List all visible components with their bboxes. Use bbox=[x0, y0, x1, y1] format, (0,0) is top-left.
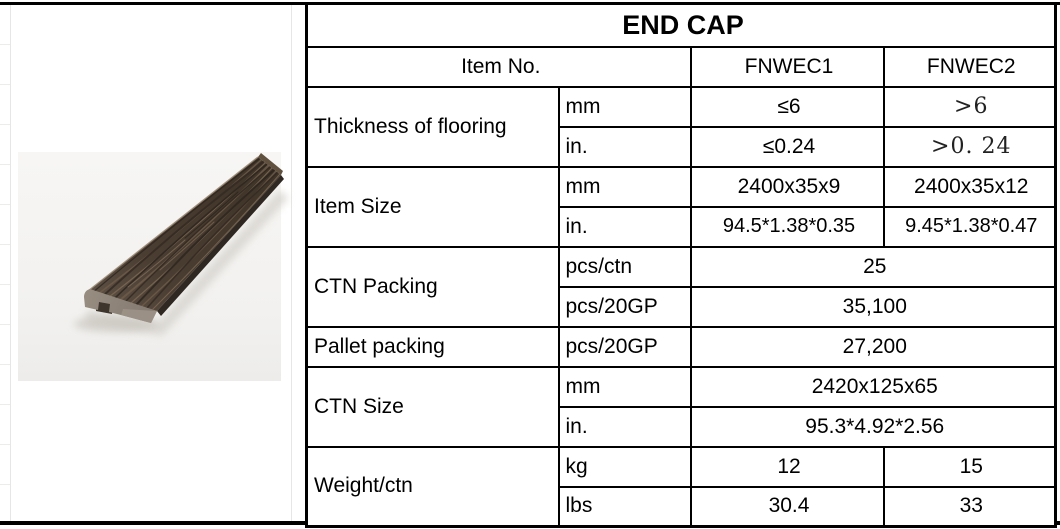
pallet-packing-unit: pcs/20GP bbox=[559, 327, 691, 367]
weight-lbs-fnwec1: 30.4 bbox=[691, 487, 884, 527]
end-cap-photo-svg bbox=[0, 0, 305, 529]
table-title: END CAP bbox=[307, 4, 1056, 47]
weight-lbs-unit: lbs bbox=[559, 487, 691, 527]
item-size-in-fnwec1: 94.5*1.38*0.35 bbox=[691, 207, 884, 247]
ctn-size-in-unit: in. bbox=[559, 407, 691, 447]
column-header-fnwec1: FNWEC1 bbox=[691, 47, 884, 87]
thickness-mm-unit: mm bbox=[559, 87, 691, 127]
weight-kg-fnwec2: 15 bbox=[884, 447, 1056, 487]
column-header-fnwec2: FNWEC2 bbox=[884, 47, 1056, 87]
ctn-packing-pcs-20gp-value: 35,100 bbox=[691, 287, 1056, 327]
weight-lbs-fnwec2: 33 bbox=[884, 487, 1056, 527]
weight-kg-unit: kg bbox=[559, 447, 691, 487]
thickness-mm-fnwec2: >6 bbox=[884, 87, 1056, 127]
item-size-mm-fnwec2: 2400x35x12 bbox=[884, 167, 1056, 207]
item-size-in-fnwec2: 9.45*1.38*0.47 bbox=[884, 207, 1056, 247]
thickness-in-fnwec2: >0. 24 bbox=[884, 127, 1056, 167]
ctn-packing-pcs-ctn-unit: pcs/ctn bbox=[559, 247, 691, 287]
weight-kg-fnwec1: 12 bbox=[691, 447, 884, 487]
item-size-in-unit: in. bbox=[559, 207, 691, 247]
ctn-size-mm-unit: mm bbox=[559, 367, 691, 407]
row-label-item-size: Item Size bbox=[307, 167, 559, 247]
ctn-size-mm-value: 2420x125x65 bbox=[691, 367, 1056, 407]
item-size-mm-fnwec1: 2400x35x9 bbox=[691, 167, 884, 207]
thickness-in-unit: in. bbox=[559, 127, 691, 167]
product-photo bbox=[0, 0, 305, 529]
ctn-packing-pcs-20gp-unit: pcs/20GP bbox=[559, 287, 691, 327]
row-label-ctn-size: CTN Size bbox=[307, 367, 559, 447]
spec-table bbox=[305, 2, 1057, 528]
ctn-packing-pcs-ctn-value: 25 bbox=[691, 247, 1056, 287]
thickness-in-fnwec1: ≤0.24 bbox=[691, 127, 884, 167]
pallet-packing-value: 27,200 bbox=[691, 327, 1056, 367]
item-no-label: Item No. bbox=[307, 47, 691, 87]
row-label-thickness: Thickness of flooring bbox=[307, 87, 559, 167]
row-label-ctn-packing: CTN Packing bbox=[307, 247, 559, 327]
ctn-size-in-value: 95.3*4.92*2.56 bbox=[691, 407, 1056, 447]
thickness-mm-fnwec1: ≤6 bbox=[691, 87, 884, 127]
row-label-weight: Weight/ctn bbox=[307, 447, 559, 527]
item-size-mm-unit: mm bbox=[559, 167, 691, 207]
row-label-pallet-packing: Pallet packing bbox=[307, 327, 559, 367]
